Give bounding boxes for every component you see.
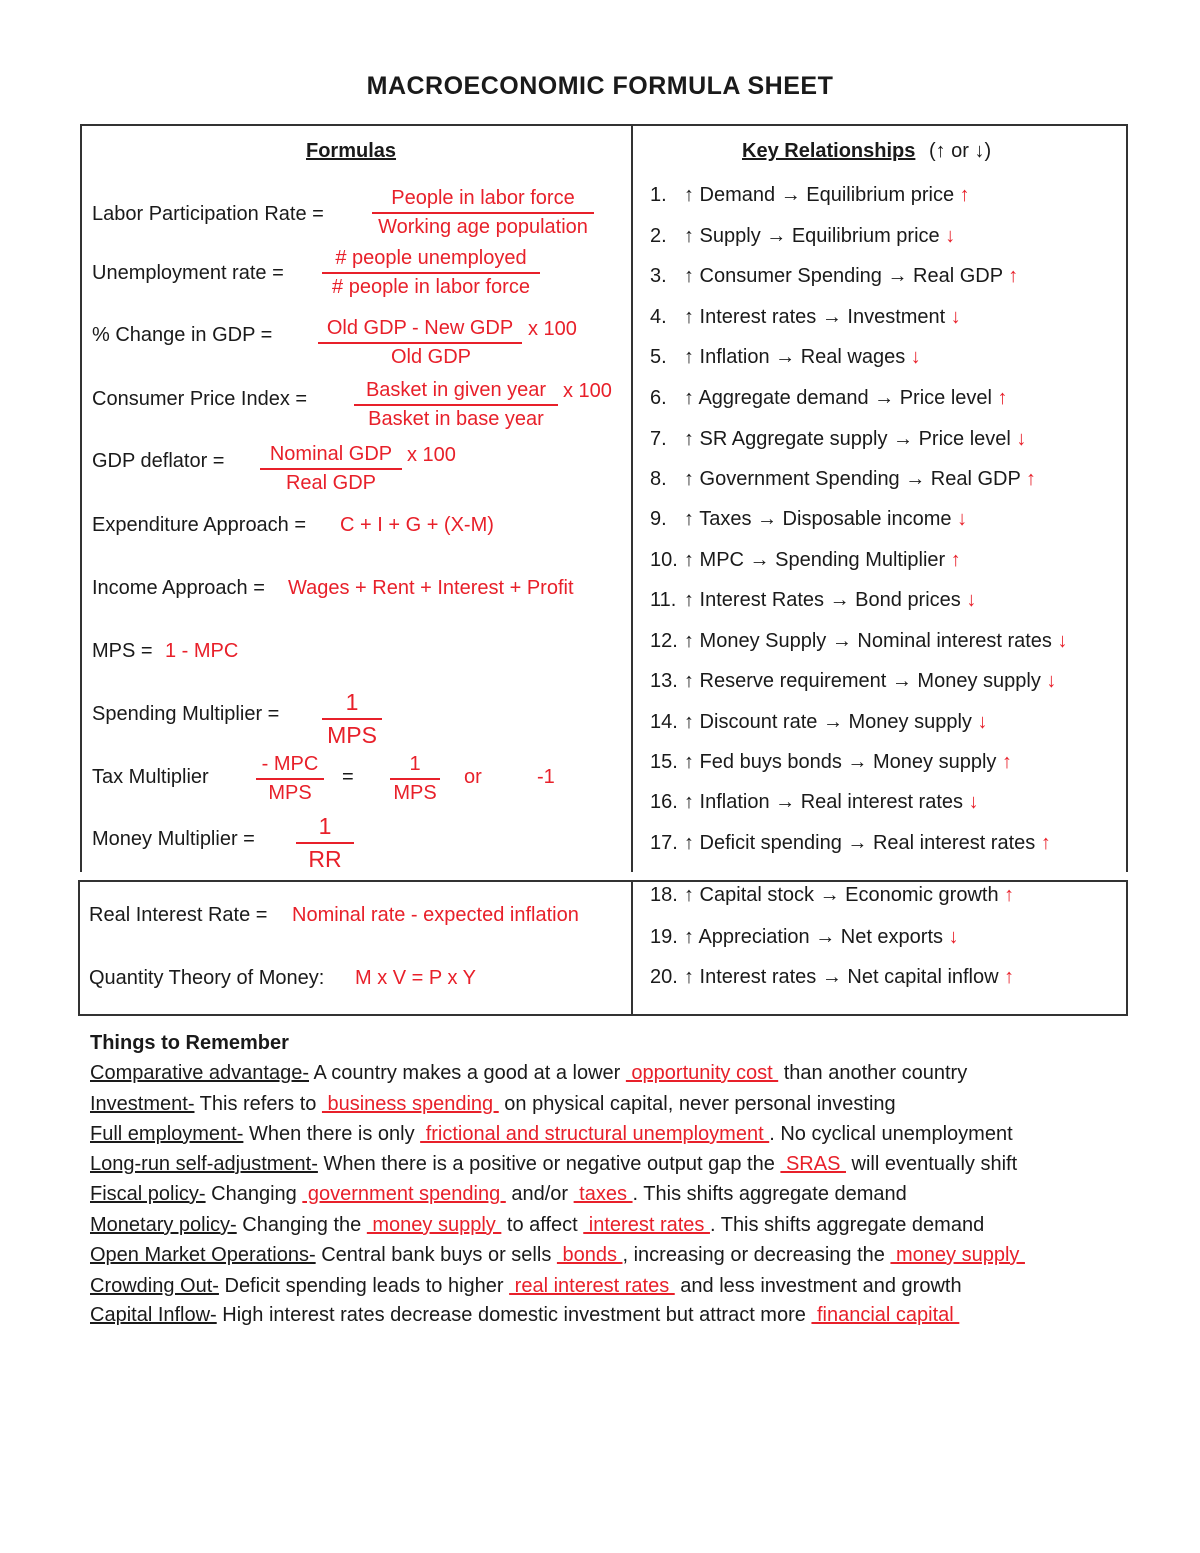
arrow-down-icon: ↓ (960, 589, 977, 611)
fraction-bar (372, 212, 594, 214)
relationship-item (650, 428, 1026, 451)
relationship-item (650, 387, 1008, 410)
relationship-number: 7. (650, 428, 667, 450)
relationship-number: 13. (650, 670, 678, 692)
money-multiplier-label: Money Multiplier = (92, 828, 255, 850)
remember-text: A country makes a good at a lower (309, 1062, 626, 1084)
relationship-text: ↑ Fed buys bonds → Money supply (684, 751, 997, 773)
column-divider-top (631, 124, 633, 872)
relationship-text: ↑ Aggregate demand → Price level (684, 387, 992, 409)
relationship-text: ↑ Interest rates → Net capital inflow (684, 966, 999, 988)
arrow-down-icon: ↓ (1010, 428, 1027, 450)
relationship-item (650, 751, 1012, 774)
remember-term: Full employment- (90, 1123, 244, 1145)
arrow-down-icon: ↓ (963, 791, 979, 813)
relationships-header-suffix: (↑ or ↓) (928, 140, 992, 162)
relationship-item (650, 184, 970, 207)
remember-answer: real interest rates (509, 1275, 675, 1297)
spending-multiplier-numerator: 1 (345, 689, 359, 715)
gdp-deflator-multiplier: x 100 (407, 444, 456, 466)
relationship-item (650, 670, 1056, 693)
fraction-bar (318, 342, 522, 344)
remember-text: Deficit spending leads to higher (218, 1275, 510, 1297)
money-multiplier-denominator: RR (308, 845, 342, 872)
arrow-up-icon: ↑ (954, 184, 970, 206)
relationship-item (650, 265, 1018, 288)
relationship-text: ↑ SR Aggregate supply → Price level (684, 428, 1011, 450)
arrow-down-icon: ↓ (1040, 670, 1057, 692)
spending-multiplier-label: Spending Multiplier = (92, 703, 280, 725)
gdp-change-multiplier: x 100 (528, 318, 577, 340)
arrow-down-icon: ↓ (971, 711, 988, 733)
relationship-text: ↑ Inflation → Real interest rates (684, 791, 964, 813)
relationship-number: 12. (650, 630, 678, 652)
relationship-item (650, 346, 921, 369)
unemployment-denominator: # people in labor force (332, 276, 530, 298)
arrow-up-icon: ↑ (1002, 265, 1019, 287)
remember-text: . This shifts aggregate demand (709, 1214, 985, 1236)
real-interest-label: Real Interest Rate = (89, 904, 268, 926)
remember-answer: interest rates (583, 1214, 710, 1236)
column-divider-bottom (631, 880, 633, 1016)
relationship-item (650, 884, 1014, 907)
labor-participation-denominator: Working age population (378, 216, 588, 238)
relationship-text: ↑ Government Spending → Real GDP (684, 468, 1021, 490)
arrow-down-icon: ↓ (939, 225, 956, 247)
relationship-number: 2. (650, 225, 667, 247)
remember-text: When there is a positive or negative output gap the (317, 1153, 781, 1175)
remember-answer: financial capital (811, 1304, 960, 1326)
fraction-bar (390, 778, 440, 780)
cpi-fraction (354, 378, 558, 432)
remember-item (90, 1062, 967, 1085)
arrow-down-icon: ↓ (905, 346, 921, 368)
remember-term: Investment- (90, 1093, 195, 1115)
gdp-change-denominator: Old GDP (390, 346, 472, 368)
gdp-deflator-label: GDP deflator = (92, 450, 225, 472)
relationship-text: ↑ Inflation → Real wages (684, 346, 906, 368)
relationship-item (650, 306, 961, 329)
remember-item (90, 1093, 896, 1116)
relationship-text: ↑ Consumer Spending → Real GDP (684, 265, 1003, 287)
fraction-bar (260, 468, 402, 470)
page-title: MACROECONOMIC FORMULA SHEET (366, 72, 834, 100)
remember-text: When there is only (243, 1123, 421, 1145)
remember-text: and/or (505, 1183, 574, 1205)
labor-participation-numerator: People in labor force (391, 187, 575, 209)
relationship-number: 6. (650, 387, 667, 409)
cpi-numerator: Basket in given year (365, 379, 547, 401)
relationship-text: ↑ MPC → Spending Multiplier (684, 549, 946, 571)
gdp-deflator-numerator: Nominal GDP (269, 443, 393, 465)
relationship-number: 8. (650, 468, 667, 490)
remember-answer: business spending (321, 1093, 499, 1115)
relationship-number: 10. (650, 549, 678, 571)
relationship-text: ↑ Money Supply → Nominal interest rates (684, 630, 1052, 652)
relationship-item (650, 508, 967, 531)
relationship-number: 5. (650, 346, 667, 368)
formulas-header: Formulas (306, 140, 397, 162)
tax-multiplier-denominator-2: MPS (393, 782, 437, 804)
remember-item (90, 1123, 1013, 1146)
remember-answer: frictional and structural unemployment (420, 1123, 770, 1145)
tax-multiplier-numerator-2: 1 (409, 753, 421, 775)
remember-term: Monetary policy- (90, 1214, 237, 1236)
arrow-down-icon: ↓ (945, 306, 961, 328)
relationship-text: ↑ Supply → Equilibrium price (684, 225, 940, 247)
relationship-number: 14. (650, 711, 678, 733)
arrow-up-icon: ↑ (996, 751, 1012, 773)
remember-text: This refers to (194, 1093, 322, 1115)
remember-text: Changing (205, 1183, 303, 1205)
fraction-bar (354, 404, 558, 406)
remember-answer: bonds (556, 1244, 623, 1266)
remember-text: Central bank buys or sells (315, 1244, 557, 1266)
arrow-up-icon: ↑ (991, 387, 1008, 409)
tax-multiplier-fraction-2 (390, 752, 440, 806)
relationship-item (650, 630, 1068, 653)
relationship-number: 20. (650, 966, 678, 988)
mps-label: MPS = (92, 640, 153, 662)
arrow-down-icon: ↓ (943, 926, 959, 948)
relationship-text: ↑ Interest Rates → Bond prices (684, 589, 961, 611)
remember-answer: SRAS (780, 1153, 846, 1175)
arrow-up-icon: ↑ (945, 549, 961, 571)
gdp-deflator-denominator: Real GDP (285, 472, 377, 494)
relationship-number: 15. (650, 751, 678, 773)
relationship-item (650, 549, 961, 572)
remember-item (90, 1153, 1017, 1176)
relationship-number: 3. (650, 265, 667, 287)
relationship-text: ↑ Taxes → Disposable income (684, 508, 952, 530)
remember-text: to affect (501, 1214, 584, 1236)
income-label: Income Approach = (92, 577, 265, 599)
gdp-deflator-fraction (260, 442, 402, 496)
remember-term: Fiscal policy- (90, 1183, 206, 1205)
remember-term: Open Market Operations- (90, 1244, 316, 1266)
relationship-item (650, 225, 955, 248)
relationship-text: ↑ Deficit spending → Real interest rates (684, 832, 1036, 854)
relationship-number: 1. (650, 184, 667, 206)
relationship-item (650, 589, 976, 612)
money-multiplier-numerator: 1 (318, 813, 332, 839)
mps-value: 1 - MPC (165, 640, 239, 662)
remember-text: Changing the (236, 1214, 367, 1236)
remember-answer: opportunity cost (625, 1062, 779, 1084)
remember-term: Long-run self-adjustment- (90, 1153, 318, 1175)
tax-multiplier-label: Tax Multiplier (92, 766, 209, 788)
remember-text: . No cyclical unemployment (769, 1123, 1013, 1145)
relationship-number: 9. (650, 508, 667, 530)
tax-multiplier-alt: -1 (537, 766, 555, 788)
arrow-up-icon: ↑ (998, 966, 1015, 988)
income-value: Wages + Rent + Interest + Profit (288, 577, 574, 599)
fraction-bar (322, 718, 382, 720)
arrow-up-icon: ↑ (1035, 832, 1051, 854)
tax-multiplier-equals: = (342, 766, 354, 788)
remember-item (90, 1183, 907, 1206)
quantity-theory-label: Quantity Theory of Money: (89, 967, 325, 989)
remember-item (90, 1304, 959, 1327)
remember-answer: money supply (366, 1214, 502, 1236)
tax-multiplier-denominator-1: MPS (268, 782, 312, 804)
tax-multiplier-numerator-1: - MPC (261, 753, 319, 775)
remember-text: , increasing or decreasing the (622, 1244, 891, 1266)
real-interest-value: Nominal rate - expected inflation (292, 904, 579, 926)
remember-text: will eventually shift (845, 1153, 1018, 1175)
unemployment-numerator: # people unemployed (335, 247, 527, 269)
cpi-label: Consumer Price Index = (92, 388, 308, 410)
relationship-item (650, 791, 979, 814)
relationship-text: ↑ Reserve requirement → Money supply (684, 670, 1041, 692)
money-multiplier-fraction (296, 812, 354, 874)
relationship-number: 16. (650, 791, 678, 813)
labor-participation-label: Labor Participation Rate = (92, 203, 324, 225)
remember-item (90, 1244, 1025, 1267)
gdp-change-label: % Change in GDP = (92, 324, 273, 346)
relationship-text: ↑ Demand → Equilibrium price (684, 184, 955, 206)
tax-multiplier-fraction-1 (256, 752, 324, 806)
relationship-number: 17. (650, 832, 678, 854)
spending-multiplier-fraction (322, 688, 382, 750)
arrow-down-icon: ↓ (1051, 630, 1068, 652)
relationship-number: 11. (650, 589, 677, 611)
remember-text: and less investment and growth (674, 1275, 962, 1297)
cpi-multiplier: x 100 (563, 380, 612, 402)
relationship-number: 18. (650, 884, 678, 906)
relationship-item (650, 468, 1036, 491)
fraction-bar (256, 778, 324, 780)
remember-answer: money supply (890, 1244, 1025, 1266)
relationships-header (742, 140, 991, 163)
fraction-bar (322, 272, 540, 274)
arrow-up-icon: ↑ (998, 884, 1015, 906)
gdp-change-fraction (318, 316, 522, 370)
relationship-item (650, 926, 959, 949)
expenditure-label: Expenditure Approach = (92, 514, 307, 536)
cpi-denominator: Basket in base year (368, 408, 544, 430)
arrow-up-icon: ↑ (1020, 468, 1037, 490)
relationship-text: ↑ Appreciation → Net exports (684, 926, 944, 948)
remember-text: on physical capital, never personal investing (498, 1093, 896, 1115)
relationship-item (650, 966, 1014, 989)
labor-participation-fraction (372, 186, 594, 240)
relationship-number: 19. (650, 926, 678, 948)
unemployment-label: Unemployment rate = (92, 262, 284, 284)
quantity-theory-value: M x V = P x Y (355, 967, 476, 989)
relationship-number: 4. (650, 306, 667, 328)
remember-item (90, 1275, 962, 1298)
remember-answer: taxes (573, 1183, 633, 1205)
expenditure-value: C + I + G + (X-M) (340, 514, 494, 536)
spending-multiplier-denominator: MPS (327, 721, 377, 748)
remember-text: than another country (778, 1062, 968, 1084)
relationship-text: ↑ Capital stock → Economic growth (684, 884, 999, 906)
remember-term: Crowding Out- (90, 1275, 219, 1297)
fraction-bar (296, 842, 354, 844)
remember-header: Things to Remember (90, 1032, 289, 1054)
remember-term: Capital Inflow- (90, 1304, 217, 1326)
arrow-down-icon: ↓ (951, 508, 968, 530)
relationship-item (650, 832, 1051, 855)
unemployment-fraction (322, 246, 540, 300)
remember-term: Comparative advantage- (90, 1062, 310, 1084)
remember-answer: government spending (302, 1183, 506, 1205)
tax-multiplier-or: or (464, 766, 482, 788)
remember-text: . This shifts aggregate demand (632, 1183, 907, 1205)
remember-text: High interest rates decrease domestic investment but attract more (216, 1304, 812, 1326)
relationship-text: ↑ Interest rates → Investment (684, 306, 946, 328)
relationships-header-title: Key Relationships (742, 140, 916, 162)
remember-item (90, 1214, 984, 1237)
relationship-item (650, 711, 987, 734)
relationship-text: ↑ Discount rate → Money supply (684, 711, 972, 733)
gdp-change-numerator: Old GDP - New GDP (326, 317, 514, 339)
